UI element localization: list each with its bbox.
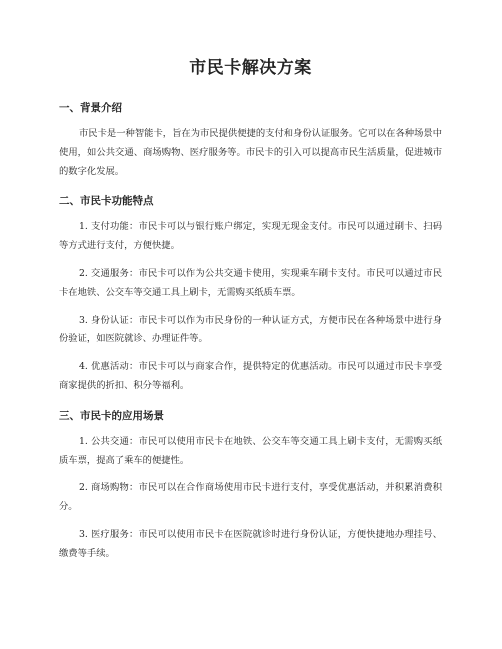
section-features xyxy=(59,194,442,395)
section-scenarios xyxy=(59,409,442,564)
paragraph: 2. 交通服务：市民卡可以作为公共交通卡使用，实现乘车刷卡支付。市民可以通过市民卡在地铁、公交车等交通工具上刷卡，无需购买纸质车票。 xyxy=(59,267,442,298)
paragraph: 1. 公共交通：市民可以使用市民卡在地铁、公交车等交通工具上刷卡支付，无需购买纸质车票，提高了乘车的便捷性。 xyxy=(59,435,442,466)
paragraph: 1. 支付功能：市民卡可以与银行账户绑定，实现无现金支付。市民可以通过刷卡、扫码等方式进行支付，方便快捷。 xyxy=(59,221,442,252)
section-heading: 二、市民卡功能特点 xyxy=(59,195,154,208)
paragraph: 2. 商场购物：市民可以在合作商场使用市民卡进行支付，享受优惠活动，并积累消费积分。 xyxy=(59,482,442,513)
section-background xyxy=(59,101,442,181)
section-heading: 一、背景介绍 xyxy=(59,102,122,114)
list-item xyxy=(59,312,442,350)
paragraph: 4. 优惠活动：市民卡可以与商家合作，提供特定的优惠活动。市民可以通过市民卡享受商家提供的折扣、积分等福利。 xyxy=(59,361,442,391)
paragraph: 3. 身份认证：市民卡可以作为市民身份的一种认证方式，方便市民在各种场景中进行身份验证，如医院就诊、办理证件等。 xyxy=(59,314,442,345)
list-item xyxy=(59,526,442,564)
list-item xyxy=(59,479,442,517)
document-title: 市民卡解决方案 xyxy=(189,58,312,78)
list-item xyxy=(59,265,442,303)
paragraph: 3. 医疗服务：市民可以使用市民卡在医院就诊时进行身份认证，方便快捷地办理挂号、缴费等手续。 xyxy=(59,528,442,559)
list-item xyxy=(59,358,442,396)
list-item xyxy=(59,218,442,256)
list-item xyxy=(59,433,442,471)
paragraph: 市民卡是一种智能卡，旨在为市民提供便捷的支付和身份认证服务。它可以在各种场景中使用，如公共交通、商场购物、医疗服务等。市民卡的引入可以提高市民生活质量，促进城市的数字化发展。 xyxy=(59,128,442,177)
section-heading: 三、市民卡的应用场景 xyxy=(59,409,164,422)
